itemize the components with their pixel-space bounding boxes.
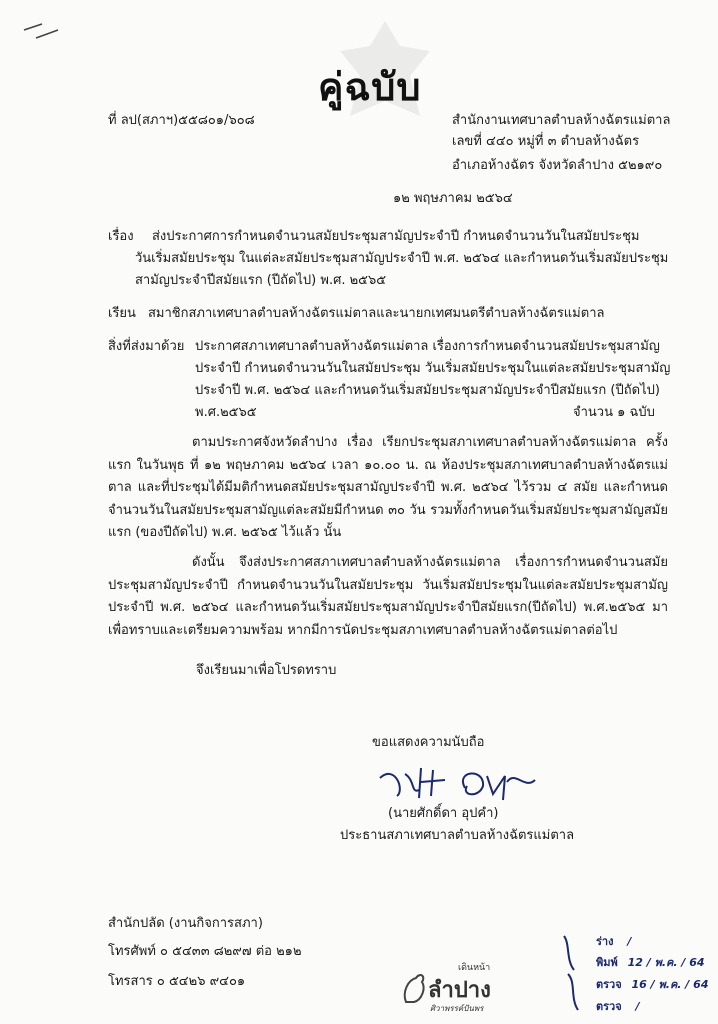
stamp-value-draft: / <box>627 935 632 948</box>
subject-label: เรื่อง <box>108 229 134 244</box>
paragraph-reference: ตามประกาศจังหวัดลำปาง เรื่อง เรียกประชุมสภาเทศบาลตำบลห้างฉัตรแม่ตาล ครั้งแรก ในวันพุธ ที่ ๑๒ พฤษภาคม ๒๕๖๔ เวลา ๑๐.๐๐ น. ณ ห้องประชุมสภาเทศบาลตำบลห้างฉัตรแม่ตาล และที่ประชุมได้มีมติกำหนดสมัยประชุมสามัญประจำปี พ.ศ. ๒๕๖๔ ไว้รวม ๔ สมัย และกำหนดจำนวนวันในสมัยประชุมสามัญแต่ละสมัยมีกำหนด ๓๐ วัน รวมทั้งกำหนดวันเริ่มสมัยประชุมสามัญสมัยแรก (ของปีถัดไป) พ.ศ. ๒๕๖๕ ไว้แล้ว นั้น <box>108 435 668 540</box>
stamp-value-check-2: / <box>635 1000 640 1013</box>
org-address-line-2: เลขที่ ๔๔๐ หมู่ที่ ๓ ตำบลห้างฉัตร <box>452 134 640 149</box>
subject-line-2: วันเริ่มสมัยประชุม ในแต่ละสมัยประชุมสามัญประจำปี พ.ศ. ๒๕๖๔ และกำหนดวันเริ่มสมัยประชุม <box>135 251 669 266</box>
closing-request: จึงเรียนมาเพื่อโปรดทราบ <box>196 663 337 678</box>
rooster-icon <box>400 968 428 1008</box>
org-address-line-1: สำนักงานเทศบาลตำบลห้างฉัตรแม่ตาล <box>452 113 671 128</box>
logo-wordmark: ลำปาง <box>428 978 491 1003</box>
subject-line-1: ส่งประกาศการกำหนดจำนวนสมัยประชุมสามัญประจำปี กำหนดจำนวนวันในสมัยประชุม <box>152 229 640 244</box>
enclosure-quantity: จำนวน ๑ ฉบับ <box>573 405 655 420</box>
copy-heading: คู่ฉบับ <box>318 65 422 109</box>
reference-number: ที่ ลป(สภาฯ)๕๕๘๐๑/๖๐๘ <box>108 113 255 128</box>
signature-icon <box>375 760 555 804</box>
footer-office: สำนักปลัด (งานกิจการสภา) <box>108 916 263 931</box>
stamp-label-draft: ร่าง <box>596 935 614 948</box>
signer-title: ประธานสภาเทศบาลตำบลห้างฉัตรแม่ตาล <box>340 828 575 843</box>
stamp-label-print: พิมพ์ <box>596 956 618 969</box>
stamp-label-check-1: ตรวจ <box>596 978 622 991</box>
recipient-label: เรียน <box>108 306 136 321</box>
logo-tagline-bottom: ศิวาพรรค์ปันพร <box>430 1004 484 1013</box>
enclosure-line-3: ประจำปี พ.ศ. ๒๕๖๔ และกำหนดวันเริ่มสมัยประชุมสามัญประจำปีสมัยแรก (ปีถัดไป) <box>195 383 660 398</box>
closing-salutation: ขอแสดงความนับถือ <box>372 735 485 750</box>
footer-phone: โทรศัพท์ ๐ ๕๔๓๓ ๘๒๙๗ ต่อ ๒๑๒ <box>108 944 302 959</box>
subject-line-3: สามัญประจำปีสมัยแรก (ปีถัดไป) พ.ศ. ๒๕๖๕ <box>135 273 387 288</box>
recipient-text: สมาชิกสภาเทศบาลตำบลห้างฉัตรแม่ตาลและนายกเทศมนตรีตำบลห้างฉัตรแม่ตาล <box>148 306 605 321</box>
lampang-logo <box>400 960 525 1015</box>
enclosure-label: สิ่งที่ส่งมาด้วย <box>108 339 185 354</box>
enclosure-line-2: ประจำปี กำหนดจำนวนวันในสมัยประชุม วันเริ่มสมัยประชุมในแต่ละสมัยประชุมสามัญ <box>195 361 671 376</box>
letter-date: ๑๒ พฤษภาคม ๒๕๖๔ <box>393 191 513 206</box>
stamp-label-check-2: ตรวจ <box>596 1000 622 1013</box>
approval-stamp <box>560 930 710 1018</box>
enclosure-line-1: ประกาศสภาเทศบาลตำบลห้างฉัตรแม่ตาล เรื่องการกำหนดจำนวนสมัยประชุมสามัญ <box>195 339 660 354</box>
enclosure-line-4: พ.ศ.๒๕๖๕ <box>195 405 257 420</box>
logo-tagline-top: เดินหน้า <box>458 963 491 973</box>
pen-mark-icon <box>22 18 62 42</box>
stamp-handwriting-icon <box>560 930 710 1018</box>
paragraph-action: ดังนั้น จึงส่งประกาศสภาเทศบาลตำบลห้างฉัตรแม่ตาล เรื่องการกำหนดจำนวนสมัยประชุมสามัญประจำปี กำหนดจำนวนวันในสมัยประชุม วันเริ่มสมัยประชุมในแต่ละสมัยประชุมสามัญประจำปี พ.ศ. ๒๕๖๔ และกำหนดวันเริ่มสมัยประชุมสามัญประจำปีสมัยแรก(ปีถัดไป) พ.ศ.๒๕๖๕ มาเพื่อทราบและเตรียมความพร้อม หากมีการนัดประชุมสภาเทศบาลตำบลห้างฉัตรแม่ตาลต่อไป <box>108 555 668 638</box>
signer-name: (นายศักดิ์ดา อุปคำ) <box>388 806 499 821</box>
stamp-value-check-1: 16 / พ.ค. / 64 <box>631 978 709 991</box>
stamp-value-print: 12 / พ.ค. / 64 <box>627 956 705 969</box>
org-address-line-3: อำเภอห้างฉัตร จังหวัดลำปาง ๕๒๑๙๐ <box>452 158 663 173</box>
footer-fax: โทรสาร ๐ ๕๔๒๖ ๙๔๐๑ <box>108 974 246 989</box>
